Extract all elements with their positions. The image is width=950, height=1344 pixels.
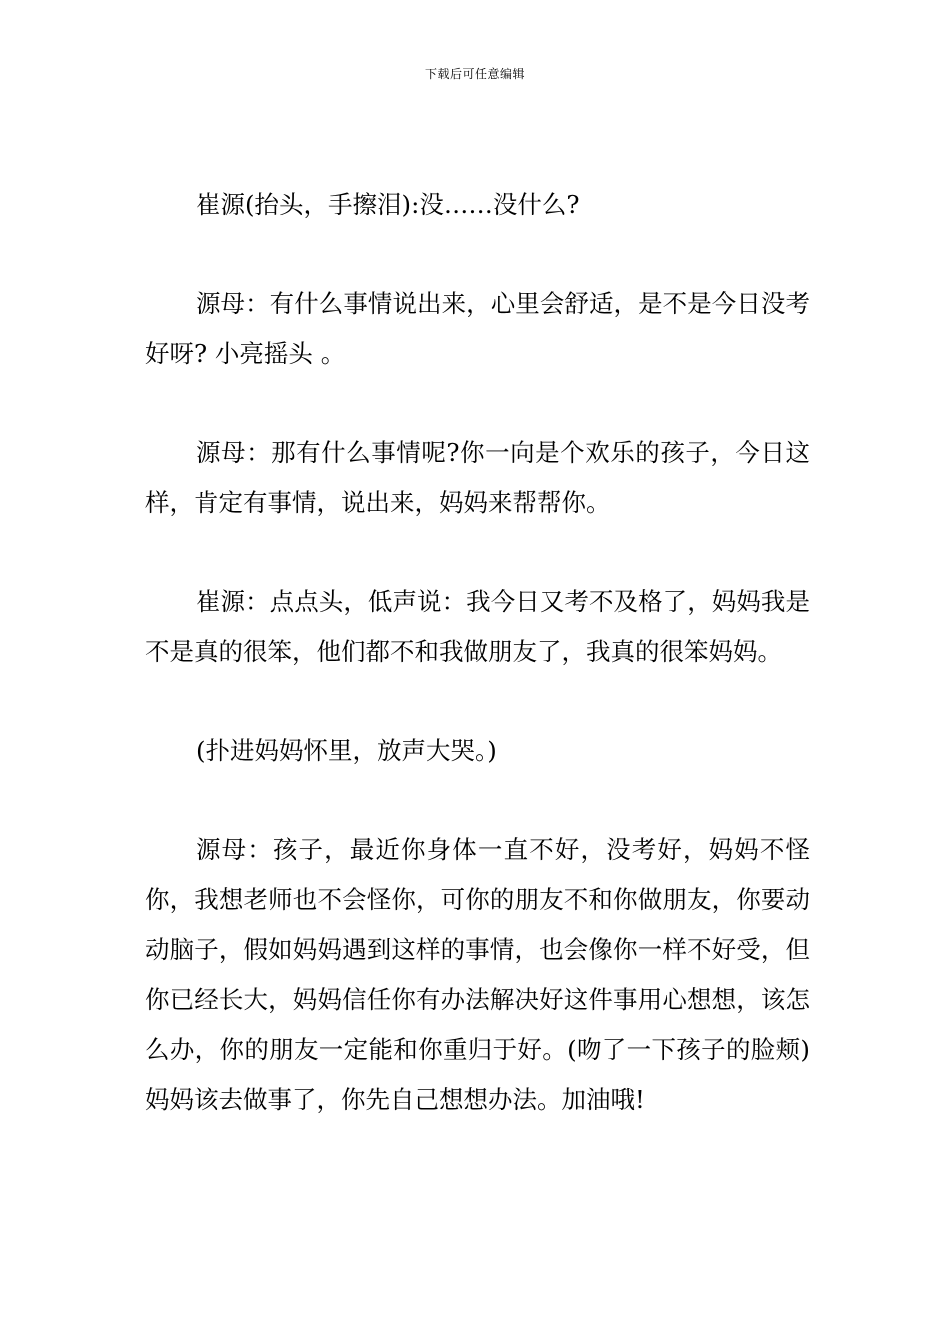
- paragraph-2: 源母：有什么事情说出来，心里会舒适，是不是今日没考好呀? 小亮摇头 。: [145, 289, 810, 368]
- paragraph-3: 源母：那有什么事情呢?你一向是个欢乐的孩子，今日这样，肯定有事情，说出来，妈妈来帮帮你。: [145, 438, 810, 517]
- paragraph-1: 崔源(抬头，手擦泪):没……没什么?: [196, 190, 580, 219]
- paragraph-6: 源母：孩子，最近你身体一直不好，没考好，妈妈不怪你，我想老师也不会怪你，可你的朋友不和你做朋友，你要动动脑子，假如妈妈遇到这样的事情，也会像你一样不好受，但你已经长大，妈妈信任你有办法解决好这件事用心想想，该怎么办，你的朋友一定能和你重归于好。(吻了一下孩子的脸颊)妈妈该去做事了，你先自己想想办法。加油哦!: [145, 835, 810, 1114]
- paragraph-4: 崔源：点点头，低声说：我今日又考不及格了，妈妈我是不是真的很笨，他们都不和我做朋友了，我真的很笨妈妈。: [145, 587, 810, 666]
- document-body: [145, 180, 810, 1174]
- page-header: 下载后可任意编辑: [424, 67, 525, 81]
- paragraph-5: (扑进妈妈怀里，放声大哭。): [196, 736, 497, 765]
